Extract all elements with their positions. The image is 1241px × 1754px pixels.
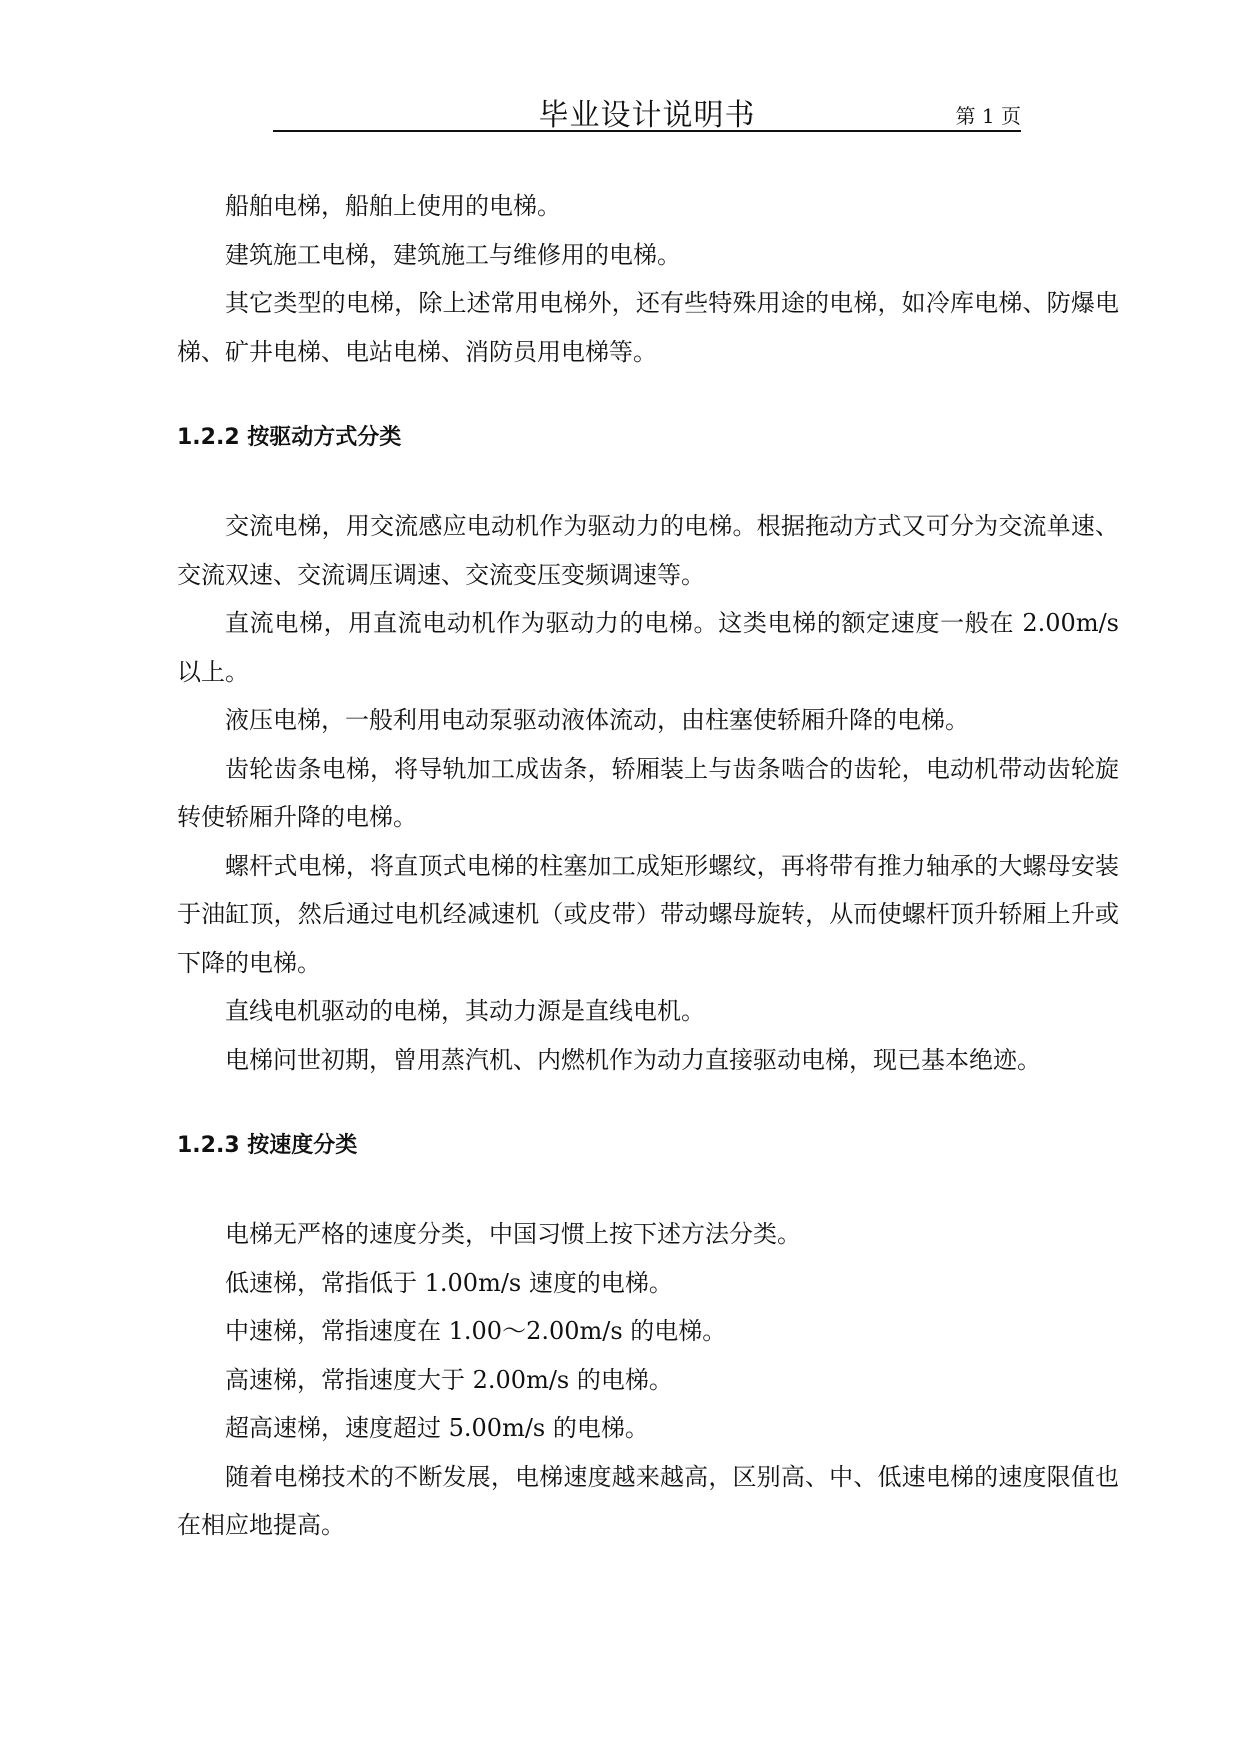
document-body	[177, 182, 1119, 1550]
paragraph: 超高速梯，速度超过 5.00m/s 的电梯。	[225, 1414, 649, 1442]
paragraph: 交流电梯，用交流感应电动机作为驱动力的电梯。根据拖动方式又可分为交流单速、交流双速、交流调压调速、交流变压变频调速等。	[177, 512, 1119, 589]
paragraph: 直流电梯，用直流电动机作为驱动力的电梯。这类电梯的额定速度一般在 2.00m/s 以上。	[177, 609, 1119, 686]
section-heading-1-2-3: 1.2.3 按速度分类	[177, 1133, 358, 1158]
header-title: 毕业设计说明书	[538, 98, 756, 133]
paragraph: 中速梯，常指速度在 1.00～2.00m/s 的电梯。	[225, 1317, 727, 1345]
paragraph: 建筑施工电梯，建筑施工与维修用的电梯。	[225, 240, 681, 269]
paragraph: 直线电机驱动的电梯，其动力源是直线电机。	[225, 997, 705, 1025]
paragraph: 螺杆式电梯，将直顶式电梯的柱塞加工成矩形螺纹，再将带有推力轴承的大螺母安装于油缸顶，然后通过电机经减速机（或皮带）带动螺母旋转，从而使螺杆顶升轿厢上升或下降的电梯。	[177, 851, 1119, 977]
paragraph: 电梯问世初期，曾用蒸汽机、内燃机作为动力直接驱动电梯，现已基本绝迹。	[225, 1045, 1041, 1074]
paragraph: 其它类型的电梯，除上述常用电梯外，还有些特殊用途的电梯，如冷库电梯、防爆电梯、矿井电梯、电站电梯、消防员用电梯等。	[177, 289, 1119, 366]
section-heading-1-2-2: 1.2.2 按驱动方式分类	[177, 425, 402, 450]
paragraph: 齿轮齿条电梯，将导轨加工成齿条，轿厢装上与齿条啮合的齿轮，电动机带动齿轮旋转使轿厢升降的电梯。	[177, 754, 1119, 831]
paragraph: 液压电梯，一般利用电动泵驱动液体流动，由柱塞使轿厢升降的电梯。	[225, 706, 969, 734]
paragraph: 船舶电梯，船舶上使用的电梯。	[225, 192, 561, 220]
paragraph: 低速梯，常指低于 1.00m/s 速度的电梯。	[225, 1268, 673, 1297]
header-page-number: 第 1 页	[955, 104, 1021, 128]
paragraph: 高速梯，常指速度大于 2.00m/s 的电梯。	[225, 1365, 673, 1394]
paragraph: 随着电梯技术的不断发展，电梯速度越来越高，区别高、中、低速电梯的速度限值也在相应地提高。	[177, 1462, 1119, 1539]
paragraph: 电梯无严格的速度分类，中国习惯上按下述方法分类。	[225, 1220, 801, 1248]
page-header	[273, 86, 1021, 132]
